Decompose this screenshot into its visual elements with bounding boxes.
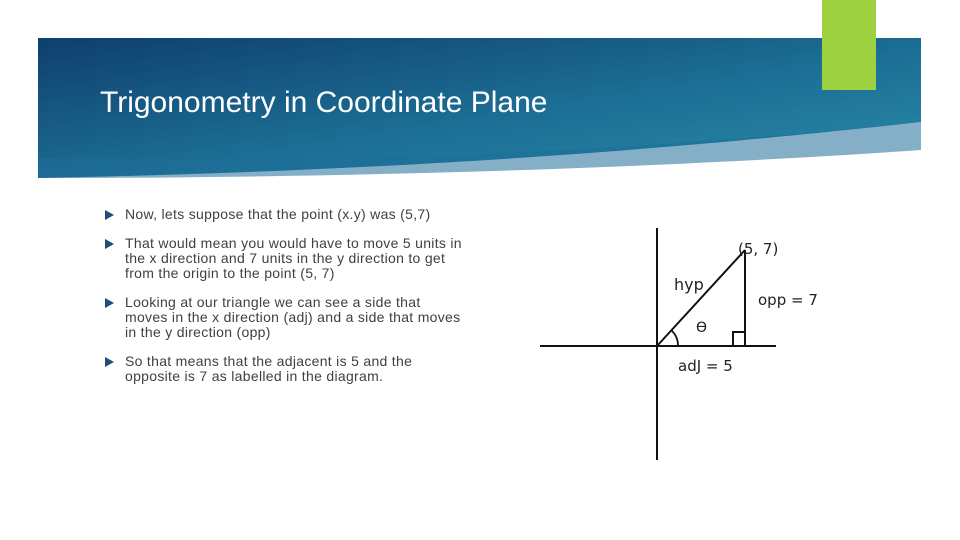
adj-label: adJ = 5 — [678, 357, 733, 375]
triangle-diagram — [530, 220, 850, 470]
right-angle-marker — [733, 332, 745, 346]
bullet-text: Looking at our triangle we can see a side that moves in the x direction (adj) and a side that moves in the y direction (opp) — [125, 294, 461, 340]
accent-bar — [822, 0, 876, 90]
slide-title: Trigonometry in Coordinate Plane — [100, 86, 548, 119]
bullet-text: That would mean you would have to move 5 units in the x direction and 7 units in the y direction to get from the origin to the point (5, 7) — [125, 235, 462, 281]
opp-label: opp = 7 — [758, 291, 818, 309]
bullet-item — [105, 295, 465, 340]
triangle-bullet-icon — [105, 298, 114, 308]
triangle-bullet-icon — [105, 210, 114, 220]
triangle-bullet-icon — [105, 239, 114, 249]
bullet-item — [105, 354, 465, 384]
bullet-item — [105, 236, 465, 281]
hyp-label: hyp — [674, 275, 704, 294]
bullet-list — [105, 207, 465, 398]
triangle-bullet-icon — [105, 357, 114, 367]
bullet-text: Now, lets suppose that the point (x.y) was (5,7) — [125, 206, 431, 222]
angle-arc — [671, 330, 678, 346]
bullet-item — [105, 207, 465, 222]
angle-label: ϴ — [696, 320, 708, 336]
point-label: (5, 7) — [738, 240, 779, 258]
bullet-text: So that means that the adjacent is 5 and the opposite is 7 as labelled in the diagram. — [125, 353, 413, 384]
